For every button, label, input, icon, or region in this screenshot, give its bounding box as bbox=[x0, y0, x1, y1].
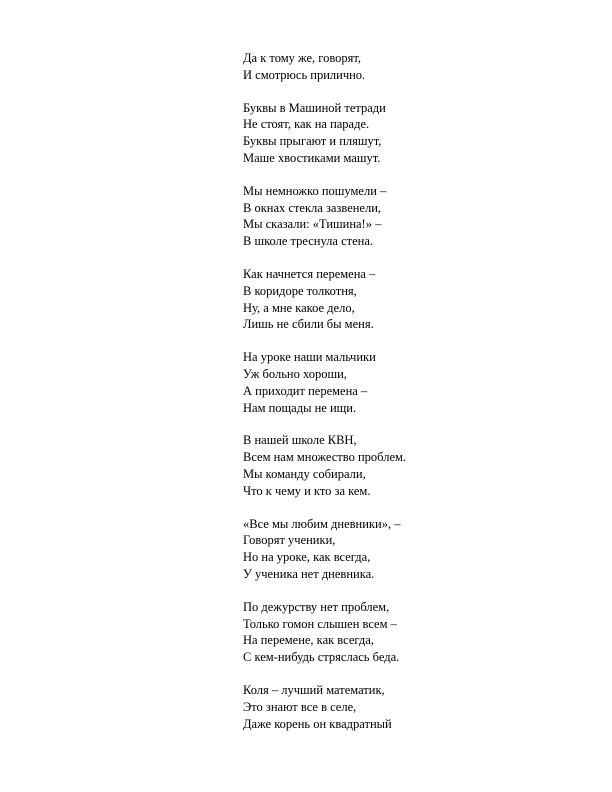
stanza bbox=[243, 682, 583, 732]
stanza bbox=[243, 432, 583, 499]
stanza bbox=[243, 50, 583, 84]
poem-line: Даже корень он квадратный bbox=[243, 716, 392, 731]
poem-line: Говорят ученики, bbox=[243, 533, 336, 548]
stanza bbox=[243, 599, 583, 666]
poem-line: Буквы в Машиной тетради bbox=[243, 100, 386, 115]
poem-line: У ученика нет дневника. bbox=[243, 566, 375, 581]
poem-line: В нашей школе КВН, bbox=[243, 433, 357, 448]
poem-line: Всем нам множество проблем. bbox=[243, 450, 407, 465]
poem-line: По дежурству нет проблем, bbox=[243, 599, 390, 614]
poem-line: Что к чему и кто за кем. bbox=[243, 483, 371, 498]
poem-line: Мы команду собирали, bbox=[243, 466, 366, 481]
poem-line: Не стоят, как на параде. bbox=[243, 117, 370, 132]
poem-line: Буквы прыгают и пляшут, bbox=[243, 134, 382, 149]
poem-line: Но на уроке, как всегда, bbox=[243, 550, 371, 565]
stanza bbox=[243, 266, 583, 333]
poem-line: Мы сказали: «Тишина!» – bbox=[243, 217, 382, 232]
poem-line: Нам пощады не ищи. bbox=[243, 400, 357, 415]
poem-line: В школе треснула стена. bbox=[243, 234, 374, 249]
poem-line: На перемене, как всегда, bbox=[243, 633, 374, 648]
stanza bbox=[243, 100, 583, 167]
poem-line: И смотрюсь прилично. bbox=[243, 67, 366, 82]
poem-line: В окнах стекла зазвенели, bbox=[243, 200, 382, 215]
poem-line: Мы немножко пошумели – bbox=[243, 183, 387, 198]
poem-line: Коля – лучший математик, bbox=[243, 682, 385, 697]
stanza bbox=[243, 349, 583, 416]
poem-line: А приходит перемена – bbox=[243, 383, 368, 398]
poem-line: Только гомон слышен всем – bbox=[243, 616, 397, 631]
stanza bbox=[243, 516, 583, 583]
poem-line: В коридоре толкотня, bbox=[243, 283, 357, 298]
poem-line: Уж больно хороши, bbox=[243, 366, 347, 381]
poem-line: Ну, а мне какое дело, bbox=[243, 300, 355, 315]
poem-line: Маше хвостиками машут. bbox=[243, 150, 381, 165]
poem-line: «Все мы любим дневники», – bbox=[243, 516, 401, 531]
poem-line: На уроке наши мальчики bbox=[243, 350, 376, 365]
poem-line: Как начнется перемена – bbox=[243, 266, 376, 281]
poem-line: С кем-нибудь стряслась беда. bbox=[243, 650, 400, 665]
poem-text bbox=[243, 50, 583, 732]
stanza bbox=[243, 183, 583, 250]
poem-line: Да к тому же, говорят, bbox=[243, 51, 362, 65]
poem-line: Это знают все в селе, bbox=[243, 699, 357, 714]
poem-line: Лишь не сбили бы меня. bbox=[243, 317, 374, 332]
